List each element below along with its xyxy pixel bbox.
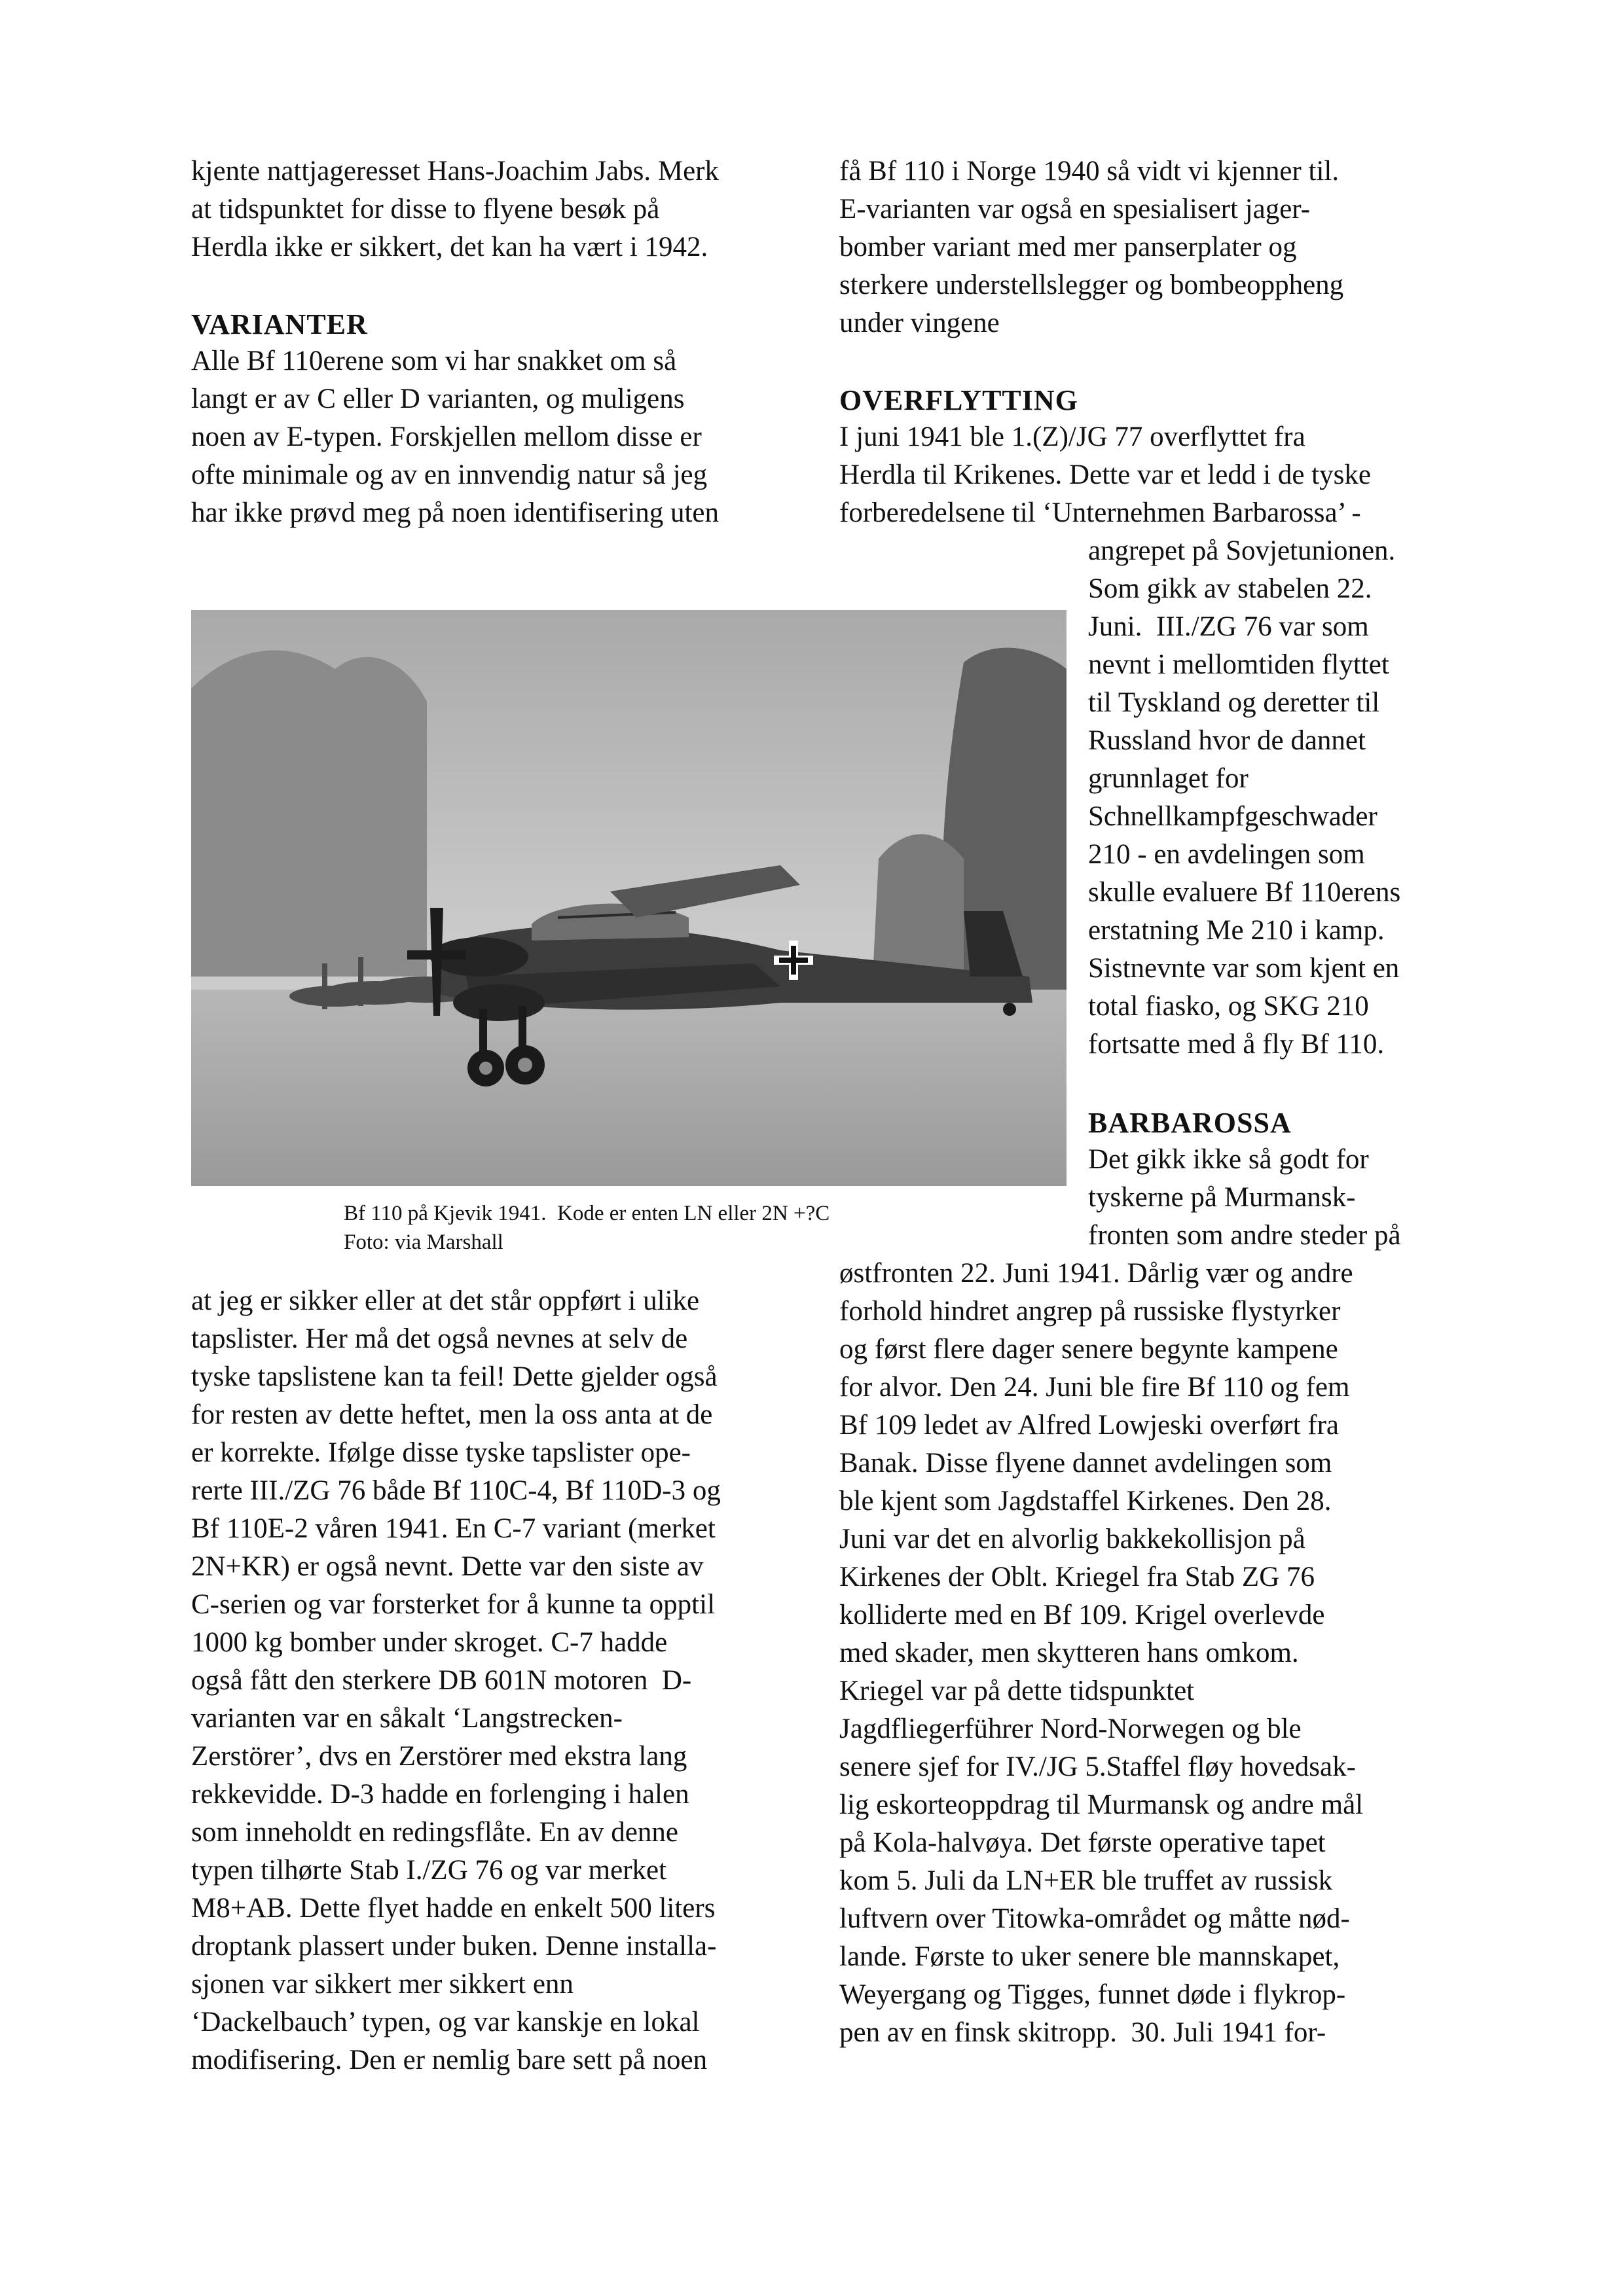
text-line: 1000 kg bomber under skroget. C-7 hadde <box>191 1627 668 1658</box>
text-line: rerte III./ZG 76 både Bf 110C-4, Bf 110D-3 og <box>191 1475 721 1506</box>
text-line: lande. Første to uker senere ble mannskapet, <box>839 1941 1340 1972</box>
text-line: nevnt i mellomtiden flyttet <box>1088 649 1389 680</box>
text-line: fortsatte med å fly Bf 110. <box>1088 1029 1385 1060</box>
photo-credit: Foto: via Marshall <box>344 1230 503 1254</box>
text-line: forhold hindret angrep på russiske flystyrker <box>839 1296 1341 1327</box>
text-line: E-varianten var også en spesialisert jager- <box>839 194 1311 224</box>
text-line: luftvern over Titowka-området og måtte nød- <box>839 1903 1350 1934</box>
text-line: angrepet på Sovjetunionen. <box>1088 535 1396 566</box>
text-line: Alle Bf 110erene som vi har snakket om så <box>191 346 677 376</box>
text-line: Som gikk av stabelen 22. <box>1088 573 1372 604</box>
text-line: erstatning Me 210 i kamp. <box>1088 915 1385 946</box>
text-line: total fiasko, og SKG 210 <box>1088 991 1369 1022</box>
text-line: for alvor. Den 24. Juni ble fire Bf 110 og fem <box>839 1372 1350 1403</box>
text-line: under vingene <box>839 308 1000 338</box>
photo-caption: Bf 110 på Kjevik 1941. Kode er enten LN eller 2N +?C <box>344 1202 830 1225</box>
text-line: pen av en finsk skitropp. 30. Juli 1941 for- <box>839 2017 1326 2048</box>
text-line: sterkere understellslegger og bombeoppheng <box>839 270 1344 300</box>
text-line: Weyergang og Tigges, funnet døde i flykrop- <box>839 1979 1346 2010</box>
text-line: for resten av dette heftet, men la oss anta at de <box>191 1399 713 1430</box>
text-line: kolliderte med en Bf 109. Krigel overlevde <box>839 1600 1325 1630</box>
text-line: Bf 110E-2 våren 1941. En C-7 variant (merket <box>191 1513 716 1544</box>
text-line: ofte minimale og av en innvendig natur så jeg <box>191 459 708 490</box>
text-line: Schnellkampfgeschwader <box>1088 801 1377 832</box>
text-line: kjente nattjageresset Hans-Joachim Jabs. Merk <box>191 156 719 187</box>
text-line: Russland hvor de dannet <box>1088 725 1366 756</box>
aircraft-photo <box>191 610 1067 1186</box>
text-line: Jagdfliegerführer Nord-Norwegen og ble <box>839 1713 1302 1744</box>
text-line: I juni 1941 ble 1.(Z)/JG 77 overflyttet fra <box>839 422 1305 452</box>
text-line: grunnlaget for <box>1088 763 1249 794</box>
text-line: har ikke prøvd meg på noen identifisering uten <box>191 497 720 528</box>
heading-varianter: VARIANTER <box>191 308 368 340</box>
text-line: på Kola-halvøya. Det første operative tapet <box>839 1827 1326 1858</box>
text-line: Juni. III./ZG 76 var som <box>1088 611 1369 642</box>
text-line: skulle evaluere Bf 110erens <box>1088 877 1401 908</box>
text-line: få Bf 110 i Norge 1940 så vidt vi kjenner til. <box>839 156 1340 187</box>
text-line: Herdla ikke er sikkert, det kan ha vært i 1942. <box>191 232 708 262</box>
text-line: ‘Dackelbauch’ typen, og var kanskje en lokal <box>191 2007 700 2037</box>
text-line: Det gikk ikke så godt for <box>1088 1144 1369 1175</box>
text-line: bomber variant med mer panserplater og <box>839 232 1297 262</box>
text-line: forberedelsene til ‘Unternehmen Barbarossa’ - <box>839 497 1361 528</box>
text-line: Banak. Disse flyene dannet avdelingen som <box>839 1448 1332 1479</box>
text-line: Kriegel var på dette tidspunktet <box>839 1676 1195 1706</box>
text-line: C-serien og var forsterket for å kunne ta opptil <box>191 1589 716 1620</box>
text-line: typen tilhørte Stab I./ZG 76 og var merket <box>191 1855 667 1886</box>
heading-barbarossa: BARBAROSSA <box>1088 1107 1292 1139</box>
text-line: tyskerne på Murmansk- <box>1088 1182 1356 1213</box>
text-line: at jeg er sikker eller at det står oppført i ulike <box>191 1285 700 1316</box>
text-line: tyske tapslistene kan ta feil! Dette gjelder også <box>191 1361 718 1392</box>
text-line: noen av E-typen. Forskjellen mellom disse er <box>191 422 702 452</box>
text-line: Zerstörer’, dvs en Zerstörer med ekstra lang <box>191 1741 687 1772</box>
text-line: Sistnevnte var som kjent en <box>1088 953 1400 984</box>
text-line: sjonen var sikkert mer sikkert enn <box>191 1969 574 2000</box>
text-line: tapslister. Her må det også nevnes at selv de <box>191 1323 688 1354</box>
text-line: Herdla til Krikenes. Dette var et ledd i de tyske <box>839 459 1371 490</box>
text-line: er korrekte. Ifølge disse tyske tapslister ope- <box>191 1437 691 1468</box>
text-line: 210 - en avdelingen som <box>1088 839 1365 870</box>
text-line: droptank plassert under buken. Denne installa- <box>191 1931 717 1962</box>
text-line: Juni var det en alvorlig bakkekollisjon på <box>839 1524 1305 1554</box>
text-line: fronten som andre steder på <box>1088 1220 1401 1251</box>
text-line: M8+AB. Dette flyet hadde en enkelt 500 liters <box>191 1893 716 1924</box>
text-line: varianten var en såkalt ‘Langstrecken- <box>191 1703 623 1734</box>
text-line: til Tyskland og deretter til <box>1088 687 1380 718</box>
text-line: 2N+KR) er også nevnt. Dette var den siste av <box>191 1551 704 1582</box>
text-line: senere sjef for IV./JG 5.Staffel fløy hovedsak- <box>839 1751 1356 1782</box>
text-line: at tidspunktet for disse to flyene besøk på <box>191 194 660 224</box>
text-line: østfronten 22. Juni 1941. Dårlig vær og andre <box>839 1258 1353 1289</box>
text-line: og først flere dager senere begynte kampene <box>839 1334 1338 1365</box>
text-line: rekkevidde. D-3 hadde en forlenging i halen <box>191 1779 689 1810</box>
text-line: Bf 109 ledet av Alfred Lowjeski overført fra <box>839 1410 1339 1441</box>
text-line: som inneholdt en redingsflåte. En av denne <box>191 1817 678 1848</box>
text-line: med skader, men skytteren hans omkom. <box>839 1638 1299 1668</box>
text-line: kom 5. Juli da LN+ER ble truffet av russisk <box>839 1865 1333 1896</box>
heading-overflytting: OVERFLYTTING <box>839 384 1078 416</box>
text-line: ble kjent som Jagdstaffel Kirkenes. Den 28. <box>839 1486 1332 1516</box>
text-line: modifisering. Den er nemlig bare sett på noen <box>191 2045 708 2075</box>
text-line: Kirkenes der Oblt. Kriegel fra Stab ZG 76 <box>839 1562 1315 1592</box>
text-line: lig eskorteoppdrag til Murmansk og andre mål <box>839 1789 1364 1820</box>
text-line: langt er av C eller D varianten, og muligens <box>191 384 685 414</box>
text-line: også fått den sterkere DB 601N motoren D- <box>191 1665 692 1696</box>
